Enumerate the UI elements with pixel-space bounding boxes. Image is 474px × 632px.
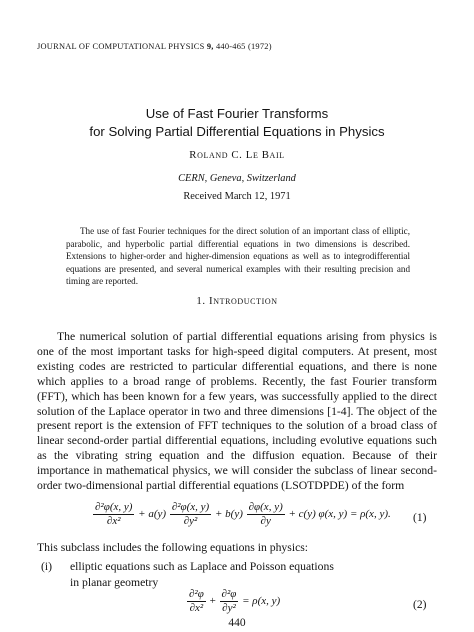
article-title-line-2: for Solving Partial Differential Equations in Physics — [89, 124, 385, 139]
section-heading — [0, 295, 474, 307]
eq2-term-2 — [220, 589, 239, 614]
eq2-term-1-num: ∂²φ — [189, 588, 204, 600]
received-date: Received March 12, 1971 — [183, 191, 291, 202]
list-item-marker: (i) — [41, 560, 53, 573]
eq1-term-2-den: ∂y² — [183, 515, 198, 527]
abstract-text: The use of fast Fourier techniques for the direct solution of an important class of elliptic, parabolic, and hyperbolic partial differential equations in two dimensions is described. Extensions to higher-order and higher-dimension equations as well as to integrodifferential equations are presented, and several numerical examples with their resulting precision and timing are reported. — [66, 226, 410, 287]
journal-name: JOURNAL OF COMPUTATIONAL PHYSICS — [37, 42, 205, 51]
eq1-term-2-num: ∂²φ(x, y) — [171, 501, 210, 513]
section-title: Introduction — [209, 295, 278, 307]
eq2-term-2-num: ∂²φ — [221, 588, 237, 600]
eq1-term-1-den: ∂x² — [106, 515, 121, 527]
journal-pages-year: 440-465 (1972) — [215, 42, 272, 51]
list-item-text: elliptic equations such as Laplace and Poisson equations — [70, 560, 334, 573]
journal-header — [37, 42, 272, 51]
equation-2-number: (2) — [413, 599, 427, 611]
body-paragraph — [37, 330, 437, 494]
eq2-term-1 — [187, 589, 206, 614]
intro-paragraph: The numerical solution of partial differential equations arising from physics is one of the most important tasks for high-speed digital computers. At present, most existing codes are restricted to particular differential equations, and there is none which applies to a broad range of problems. Recently, the fast Fourier transform (FFT), which has been known for a few years, was successfully applied to the direct solution of the Laplace operator in two and three dimensions [1-4]. The object of the present report is the extension of FFT techniques to the solution of a broad class of linear second-order partial differential equations, including evolutive equations such as the vibrating string equation and the diffusion equation. Because of their importance in mathematical physics, we will consider the subclass of linear second-order two-dimensional partial differential equations (LSOTDPDE) of the form — [37, 330, 437, 493]
equation-1-number: (1) — [413, 512, 427, 524]
equation-1 — [92, 502, 391, 527]
page-number: 440 — [228, 617, 246, 629]
eq2-tail: = ρ(x, y) — [242, 595, 281, 608]
journal-volume: 9, — [206, 42, 214, 51]
list-item-subtext: in planar geometry — [70, 576, 159, 589]
article-title-line-1: Use of Fast Fourier Transforms — [145, 106, 329, 121]
section-number: 1. — [196, 295, 206, 307]
affiliation: CERN, Geneva, Switzerland — [178, 173, 296, 184]
subclass-sentence: This subclass includes the following equations in physics: — [37, 541, 309, 554]
abstract — [66, 225, 410, 288]
eq1-coef-b: + b(y) — [214, 508, 243, 521]
eq1-term-1 — [93, 502, 134, 527]
eq1-term-2 — [170, 502, 211, 527]
eq1-term-3 — [247, 502, 285, 527]
eq1-coef-a: + a(y) — [138, 508, 167, 521]
eq2-plus: + — [209, 595, 216, 608]
eq1-term-3-den: ∂y — [260, 515, 271, 527]
eq1-term-1-num: ∂²φ(x, y) — [95, 501, 133, 513]
eq2-term-1-den: ∂x² — [189, 602, 204, 614]
author-name — [0, 149, 474, 161]
eq1-term-3-num: ∂φ(x, y) — [248, 501, 283, 513]
eq1-tail: + c(y) φ(x, y) = ρ(x, y). — [288, 508, 391, 521]
author-name-text: Roland C. Le Bail — [189, 149, 285, 161]
eq2-term-2-den: ∂y² — [222, 602, 236, 614]
equation-2 — [186, 589, 280, 614]
